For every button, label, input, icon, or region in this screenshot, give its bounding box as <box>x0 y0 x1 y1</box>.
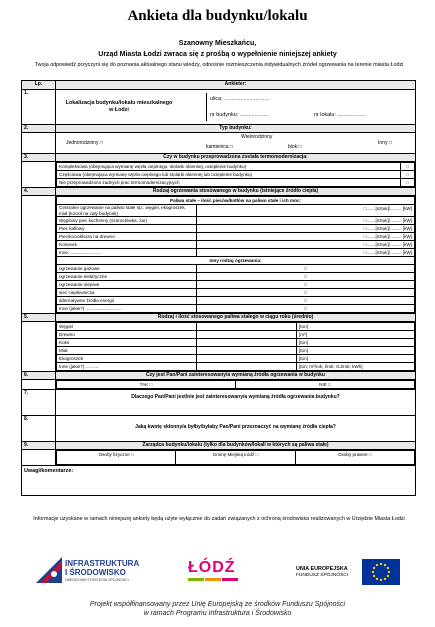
no-option[interactable]: NIE □ <box>236 381 415 389</box>
section-1-number: 1. <box>22 90 56 125</box>
lodz-wordmark: ŁÓDŹ <box>188 559 236 576</box>
other-heating-label: ogrzewanie gazowe <box>57 265 197 273</box>
eu-line2: FUNDUSZ SPÓJNOŚCI <box>296 573 348 578</box>
solid-fuel-subtitle: Paliwa stałe – ilość pieców/kotłów na paliwo stałe i ich moc: <box>57 197 415 205</box>
fuel-label: Drewno <box>57 331 197 339</box>
heating-count-field[interactable]: □.......[sztuk]/......... [kW] <box>197 249 415 257</box>
checkbox[interactable]: □ <box>197 265 415 273</box>
section-9-number: 9. <box>22 442 56 450</box>
section-8-number: 8. <box>22 416 56 442</box>
fuel-amount-field[interactable] <box>197 339 297 347</box>
type-other-option[interactable]: Inny □ <box>378 140 392 146</box>
location-label: Lokalizacja budynku/lokalu mieszkalnego w Łodzi <box>65 100 173 113</box>
section-5-title: Rodzaj i ilość stosowanego paliwa stałego w ciągu roku (średnio) <box>56 314 416 322</box>
fuel-unit: [m³] <box>297 331 415 339</box>
heating-count-field[interactable]: □.......[sztuk]/......... [kW] <box>197 205 415 217</box>
owner-legal-entities-option[interactable]: Osoby prawne □ <box>295 451 414 465</box>
other-heating-label: ogrzewanie elektryczne <box>57 273 197 281</box>
fuel-label: Ekogroszek <box>57 355 197 363</box>
checkbox[interactable]: □ <box>197 281 415 289</box>
section-3-title: Czy w budynku przeprowadzona została termomodernizacja: <box>56 154 416 162</box>
heating-row-label: Kominek <box>57 241 197 249</box>
fuel-amount-field[interactable] <box>197 363 297 371</box>
fuel-table <box>56 322 415 371</box>
heating-row-label: Piec kaflowy <box>57 225 197 233</box>
type-single-family-option[interactable]: Jednorodzinny □ <box>66 140 103 146</box>
section-7-number: 7. <box>22 390 56 416</box>
ankieter-field[interactable]: Ankieter: <box>56 81 416 90</box>
section-4-title: Rodzaj ogrzewania stosowanego w budynku (istniejące źródło ciepła) <box>56 188 416 196</box>
page-title: Ankieta dla budynku/lokalu <box>127 8 308 24</box>
section-4-number: 4. <box>22 188 56 196</box>
footer-line1: Projekt współfinansowany przez Unię Europejską ze środków Funduszu Spójności <box>89 601 346 608</box>
other-heating-label: alternatywne źródła energii <box>57 297 197 305</box>
checkbox[interactable]: □ <box>197 289 415 297</box>
section-7-question[interactable]: Dlaczego Pan/Pani jest/nie jest zainteresowany/a wymianą źródła ogrzewania budynku? <box>56 390 416 416</box>
heating-row-label: Węglowy piec kuchenny (szamotówka, żar) <box>57 217 197 225</box>
survey-table <box>21 80 416 496</box>
heating-count-field[interactable]: □.......[sztuk]/......... [kW] <box>197 217 415 225</box>
footer-line2: w ramach Programu Infrastruktura i Środowisko <box>143 610 292 617</box>
type-multi-family-label: Wielorodzinny <box>241 134 273 140</box>
fuel-unit: [ton; m³/rok; l/rok; GJ/rok; kWh] <box>297 363 415 371</box>
lp-header: Lp. <box>22 81 56 90</box>
heating-table <box>56 196 415 313</box>
fuel-unit: [ton] <box>297 323 415 331</box>
footnote: Informacje uzyskane w ramach niniejszej ankiety będą użyte wyłącznie do zadań związanych z ochroną środowiska realizowanych w Urzędzie Miasta Łodzi <box>33 516 405 522</box>
checkbox[interactable]: □ <box>197 305 415 313</box>
section-9-title: Zarządca budynku/lokalu (tylko dla budynków/lokali w których są paliwa stałe) <box>56 442 416 450</box>
thermo-row[interactable] <box>57 163 415 171</box>
thermo-table <box>56 162 415 187</box>
type-tenement-option[interactable]: kamienica □ <box>206 144 233 150</box>
building-number-field[interactable]: nr budynku: ................... <box>210 112 269 118</box>
logo-bar <box>0 549 435 599</box>
fuel-unit: [ton] <box>297 339 415 347</box>
street-field[interactable]: ulica: .............................. <box>210 96 270 102</box>
thermo-label: Nie przeprowadzono żadnych prac termomodernizacyjnych <box>57 179 401 187</box>
section-8-question[interactable]: Jaką kwotę skłonny/a byłby/byłaby Pan/Pani przeznaczyć na wymianę źródła ciepła? <box>56 416 416 442</box>
footer-note <box>0 600 435 618</box>
infra-sub: NARODOWA STRATEGIA SPÓJNOŚCI <box>65 578 129 582</box>
yes-option[interactable]: TAK □ <box>57 381 236 389</box>
fuel-label: Miał <box>57 347 197 355</box>
fuel-unit: [ton] <box>297 355 415 363</box>
checkbox[interactable]: □ <box>197 273 415 281</box>
fuel-amount-field[interactable] <box>197 323 297 331</box>
section-2-number: 2. <box>22 125 56 133</box>
checkbox[interactable]: □ <box>401 163 415 171</box>
type-block-option[interactable]: blok □ <box>288 144 302 150</box>
section-3-number: 3. <box>22 154 56 162</box>
infrastruktura-logo <box>36 555 156 591</box>
fuel-label: Węgiel <box>57 323 197 331</box>
owner-municipality-option[interactable]: Gminę Miejską Łódź □ <box>176 451 295 465</box>
other-heating-label: sieć ciepłownicza <box>57 289 197 297</box>
other-heating-label: ogrzewanie olejowe <box>57 281 197 289</box>
fuel-label: Koks <box>57 339 197 347</box>
thermo-row[interactable] <box>57 171 415 179</box>
owner-individuals-option[interactable]: Osoby fizyczne □ <box>57 451 176 465</box>
lodz-logo <box>188 559 238 585</box>
greeting: Szanowny Mieszkańcu, <box>178 40 257 47</box>
section-6-number: 6. <box>22 372 56 380</box>
thermo-label: Kompleksowa (obejmująca wymianę węzła cieplnego, stolarki okiennej, ocieplenie budynku) <box>57 163 401 171</box>
heating-count-field[interactable]: □.......[sztuk]/......... [kW] <box>197 225 415 233</box>
heating-row-label: Centralne ogrzewanie na paliwo stałe np.: węgiel, ekogroszek, miał (kocioł na cały budynek) <box>57 205 197 217</box>
infra-line1: INFRASTRUKTURA <box>65 559 140 568</box>
infrastruktura-emblem-icon <box>36 557 62 583</box>
fuel-amount-field[interactable] <box>197 347 297 355</box>
fuel-label: Inne (jakie?) .......... <box>57 363 197 371</box>
eu-flag-icon <box>362 559 400 585</box>
section-6-title: Czy jest Pan/Pani zainteresowany/a wymianą źródła ogrzewania w budynku <box>56 372 416 380</box>
eu-logo <box>296 557 406 587</box>
fuel-unit: [ton] <box>297 347 415 355</box>
apartment-number-field[interactable]: nr lokalu: ................... <box>314 112 366 118</box>
heating-row-label: Inne.......................... <box>57 249 197 257</box>
fuel-amount-field[interactable] <box>197 355 297 363</box>
lodz-stripes-icon <box>188 578 238 584</box>
infra-line2: I ŚRODOWISKO <box>65 568 126 577</box>
checkbox[interactable]: □ <box>401 179 415 187</box>
heating-count-field[interactable]: □.......[sztuk]/......... [kW] <box>197 233 415 241</box>
other-heating-label: Inne (jakie?) ............................ <box>57 305 197 313</box>
comments-field[interactable]: Uwagi/komentarze: <box>22 466 416 496</box>
thermo-label: Częściowa (obejmująca wymianę węzła cieplnego lub stolarki okiennej lub ocieplenie budynku) <box>57 171 401 179</box>
intro-text: Twoja odpowiedź przyczyni się do poznania aktualnego stanu wiedzy, odnośnie rozmieszczenia indywidualnych źródeł ogrzewania na terenie miasta Łodzi <box>34 62 404 68</box>
checkbox[interactable]: □ <box>197 297 415 305</box>
thermo-row[interactable] <box>57 179 415 187</box>
heating-row-label: Piec/kocioł/koza na drewno <box>57 233 197 241</box>
request-text: Urząd Miasta Łodzi zwraca się z prośbą o wypełnienie niniejszej ankiety <box>98 51 337 58</box>
section-2-title: Typ budynku: <box>56 125 416 133</box>
fuel-amount-field[interactable] <box>197 331 297 339</box>
checkbox[interactable]: □ <box>401 171 415 179</box>
other-heating-subtitle: Inny rodzaj ogrzewania: <box>57 257 415 265</box>
section-5-number: 5. <box>22 314 56 322</box>
heating-count-field[interactable]: □.......[sztuk]/......... [kW] <box>197 241 415 249</box>
eu-line1: UNIA EUROPEJSKA <box>296 566 348 572</box>
